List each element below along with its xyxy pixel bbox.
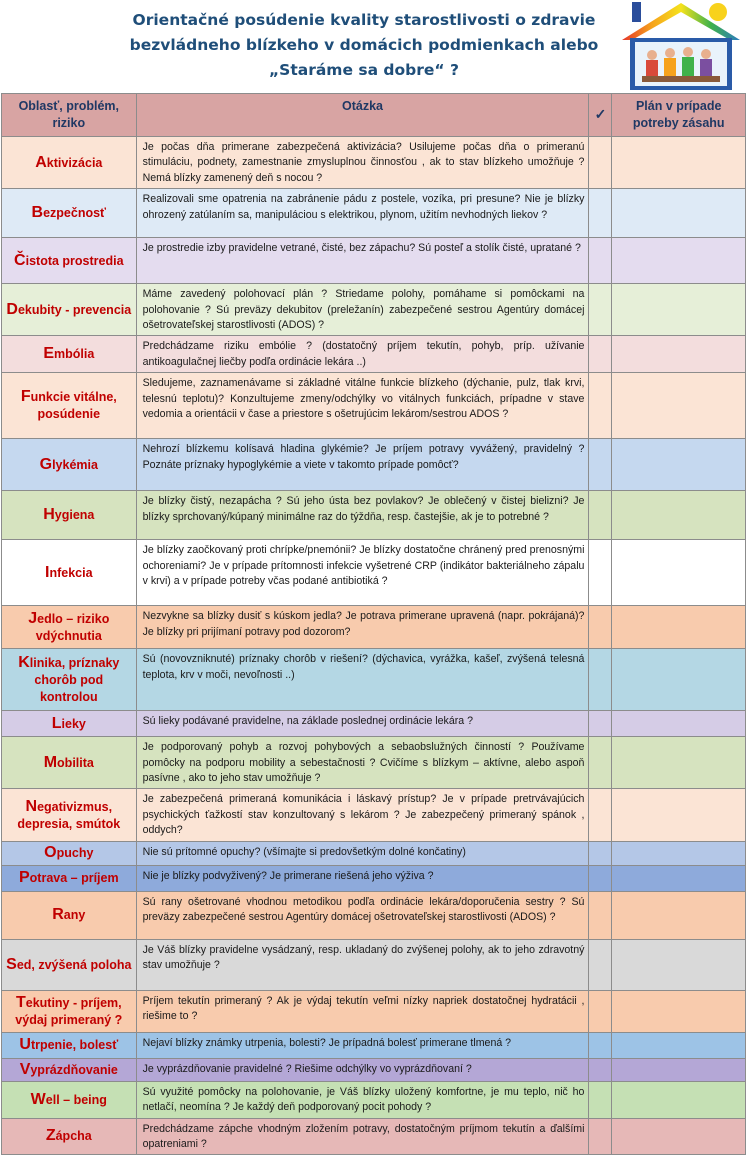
row-plan-cell[interactable]: [612, 606, 746, 649]
area-initial-letter: J: [28, 609, 38, 627]
row-question: Predchádzame zápche vhodným zložením potravy, dostatočným príjmom tekutín a ďalšími opatreniami ?: [136, 1118, 589, 1155]
column-header-check: [589, 94, 612, 137]
row-plan-cell[interactable]: [612, 189, 746, 238]
table-row: [2, 1058, 746, 1081]
row-plan-cell[interactable]: [612, 1081, 746, 1118]
row-question: Sú (novovzniknuté) príznaky chorôb v riešení? (dýchavica, vyrážka, kašeľ, zvýšená telesná teplota, krv v moči, nevoľnosti ..): [136, 649, 589, 711]
table-row: [2, 1118, 746, 1155]
row-question: Sledujeme, zaznamenávame si základné vitálne funkcie blízkeho (dýchanie, pulz, tlak krvi, telesnú teplotu)? Konzultujeme zmeny/odchýlky vo vitálnych funkciách, prípadne v stave vedomia a orientácii v čase a priestore s ošetrujúcim lekárom/sestrou ADOS ?: [136, 373, 589, 439]
table-row: [2, 284, 746, 336]
row-question: Nehrozí blízkemu kolísavá hladina glykémie? Je príjem potravy vyvážený, pravidelný ? Poznáte príznaky hypoglykémie a viete v takomto prípade pomôcť?: [136, 439, 589, 491]
row-plan-cell[interactable]: [612, 137, 746, 189]
row-question: Je prostredie izby pravidelne vetrané, čisté, bez zápachu? Sú posteľ a stolík čisté, upratané ?: [136, 238, 589, 284]
row-question: Je blízky zaočkovaný proti chrípke/pnemónii? Je blízky dostatočne chránený pred prenosnými ochoreniami? Je v prípade prítomnosti infekcie vyšetrené CRP (indikátor bakteriálneho zápalu v krvi) a v prípade potreby včas podané antibiotiká ?: [136, 540, 589, 606]
row-question: Predchádzame riziku embólie ? (dostatočný príjem tekutín, pohyb, príp. užívanie antikoagulačnej liečby podľa ordinácie lekára ..): [136, 336, 589, 373]
row-area-label: [2, 336, 137, 373]
row-area-label: [2, 1032, 137, 1058]
area-label-rest: ápcha: [55, 1129, 92, 1144]
table-row: [2, 373, 746, 439]
area-label-rest: ell – being: [45, 1092, 107, 1107]
area-initial-letter: Č: [14, 251, 26, 269]
row-plan-cell[interactable]: [612, 939, 746, 990]
row-check-cell[interactable]: [589, 439, 612, 491]
area-label-rest: puchy: [56, 846, 94, 861]
area-label-rest: ekutiny - príjem, výdaj primeraný ?: [15, 995, 123, 1027]
row-check-cell[interactable]: [589, 137, 612, 189]
row-area-label: [2, 990, 137, 1032]
row-area-label: [2, 865, 137, 891]
area-initial-letter: H: [43, 506, 55, 524]
row-check-cell[interactable]: [589, 284, 612, 336]
row-question: Nie sú prítomné opuchy? (všímajte si predovšetkým dolné končatiny): [136, 841, 589, 865]
area-label-rest: obilita: [57, 755, 94, 770]
row-plan-cell[interactable]: [612, 439, 746, 491]
area-initial-letter: D: [6, 300, 18, 318]
table-row: [2, 649, 746, 711]
row-area-label: [2, 711, 137, 737]
table-row: [2, 336, 746, 373]
area-initial-letter: M: [43, 753, 58, 771]
area-initial-letter: I: [45, 563, 50, 581]
area-label-rest: nfekcia: [49, 565, 93, 580]
row-plan-cell[interactable]: [612, 238, 746, 284]
table-header-row: [2, 94, 746, 137]
row-question: Nie je blízky podvyživený? Je primerane riešená jeho výživa ?: [136, 865, 589, 891]
row-question: Sú využité pomôcky na polohovanie, je Váš blízky uložený komfortne, je mu teplo, nič ho netlačí, neomína ? Je každý deň podporovaný pocit pohody ?: [136, 1081, 589, 1118]
area-initial-letter: R: [52, 906, 64, 924]
area-label-rest: egativizmus, depresia, smútok: [17, 799, 121, 831]
row-question: Príjem tekutín primeraný ? Ak je výdaj tekutín veľmi nízky napriek dostatočnej hydratácii , riešime to ?: [136, 990, 589, 1032]
table-row: [2, 841, 746, 865]
row-check-cell[interactable]: [589, 491, 612, 540]
row-check-cell[interactable]: [589, 711, 612, 737]
row-question: Nejaví blízky známky utrpenia, bolesti? Je prípadná bolesť primerane tlmená ?: [136, 1032, 589, 1058]
column-header-plan: Plán v prípade potreby zásahu: [612, 94, 746, 137]
row-area-label: [2, 137, 137, 189]
table-row: [2, 711, 746, 737]
area-initial-letter: T: [15, 993, 26, 1011]
row-question: Máme zavedený polohovací plán ? Striedame polohy, pomáhame si pomôckami na polohovanie ? Sú preväzy dekubitov (preležanín) zabezpečené sestrou Agentúry domácej ošetrovateľskej starostlivosti (ADOS) ?: [136, 284, 589, 336]
table-row: [2, 865, 746, 891]
row-plan-cell[interactable]: [612, 711, 746, 737]
row-area-label: [2, 439, 137, 491]
row-area-label: [2, 373, 137, 439]
row-question: Sú lieky podávané pravidelne, na základe poslednej ordinácie lekára ?: [136, 711, 589, 737]
table-row: [2, 606, 746, 649]
row-check-cell[interactable]: [589, 238, 612, 284]
row-question: Je zabezpečená primeraná komunikácia i láskavý prístup? Je v prípade pretrvávajúcich psychických ťažkostí stav konzultovaný s lekárom ? Je zabezpečený primeraný spánok , oddych?: [136, 789, 589, 841]
row-plan-cell[interactable]: [612, 789, 746, 841]
area-initial-letter: O: [44, 844, 57, 862]
table-row: [2, 238, 746, 284]
row-check-cell[interactable]: [589, 841, 612, 865]
area-label-rest: unkcie vitálne, posúdenie: [30, 390, 117, 422]
area-label-rest: istota prostredia: [25, 253, 124, 268]
row-plan-cell[interactable]: [612, 1058, 746, 1081]
area-label-rest: any: [63, 908, 86, 923]
row-plan-cell[interactable]: [612, 990, 746, 1032]
row-area-label: [2, 238, 137, 284]
table-row: [2, 737, 746, 789]
area-label-rest: lykémia: [52, 457, 98, 472]
row-plan-cell[interactable]: [612, 540, 746, 606]
row-question: Realizovali sme opatrenia na zabránenie pádu z postele, vozíka, pri presune? Nie je blízky ohrozený zatúlaním sa, manipuláciou s elektrikou, plynom, užitím nevhodných liekov ?: [136, 189, 589, 238]
area-initial-letter: A: [35, 153, 47, 171]
area-initial-letter: B: [31, 204, 44, 222]
area-label-rest: ktivizácia: [46, 155, 103, 170]
row-check-cell[interactable]: [589, 373, 612, 439]
row-plan-cell[interactable]: [612, 491, 746, 540]
row-check-cell[interactable]: [589, 990, 612, 1032]
row-plan-cell[interactable]: [612, 865, 746, 891]
checkmark-icon: ✓: [594, 106, 607, 122]
area-label-rest: mbólia: [53, 347, 95, 362]
row-plan-cell[interactable]: [612, 336, 746, 373]
row-area-label: [2, 1081, 137, 1118]
row-plan-cell[interactable]: [612, 891, 746, 939]
family-house-logo: [618, 0, 744, 92]
row-check-cell[interactable]: [589, 1032, 612, 1058]
row-area-label: [2, 789, 137, 841]
area-initial-letter: G: [39, 455, 53, 473]
table-row: [2, 939, 746, 990]
area-label-rest: ezpečnosť: [43, 206, 107, 221]
column-header-question: Otázka: [136, 94, 589, 137]
row-check-cell[interactable]: [589, 939, 612, 990]
area-initial-letter: S: [6, 955, 17, 973]
area-label-rest: trpenie, bolesť: [30, 1038, 119, 1053]
area-initial-letter: L: [51, 714, 62, 732]
row-check-cell[interactable]: [589, 1118, 612, 1155]
area-initial-letter: U: [19, 1036, 31, 1054]
row-check-cell[interactable]: [589, 1058, 612, 1081]
area-label-rest: otrava – príjem: [29, 871, 119, 886]
row-plan-cell[interactable]: [612, 373, 746, 439]
title-line-3: „Staráme sa dobre“ ?: [268, 61, 460, 79]
row-check-cell[interactable]: [589, 891, 612, 939]
area-label-rest: ieky: [61, 716, 86, 731]
row-plan-cell[interactable]: [612, 1118, 746, 1155]
area-label-rest: ed, zvýšená poloha: [16, 957, 132, 972]
area-label-rest: yprázdňovanie: [30, 1062, 118, 1077]
row-area-label: [2, 1058, 137, 1081]
row-check-cell[interactable]: [589, 865, 612, 891]
row-plan-cell[interactable]: [612, 841, 746, 865]
row-question: Sú rany ošetrované vhodnou metodikou podľa ordinácie lekára/doporučenia sestry ? Sú preväzy zabezpečené sestrou Agentúry domácej ošetrovateľskej starostlivosti (ADOS) ?: [136, 891, 589, 939]
row-plan-cell[interactable]: [612, 649, 746, 711]
title-line-1: Orientačné posúdenie kvality starostlivosti o zdravie: [132, 11, 596, 29]
table-row: [2, 789, 746, 841]
row-area-label: [2, 841, 137, 865]
table-row: [2, 137, 746, 189]
row-area-label: [2, 891, 137, 939]
table-row: [2, 540, 746, 606]
area-initial-letter: Z: [45, 1127, 56, 1145]
header: [0, 0, 750, 93]
table-body: [2, 137, 746, 1155]
table-row: [2, 1081, 746, 1118]
row-area-label: [2, 1118, 137, 1155]
area-initial-letter: E: [43, 345, 54, 363]
area-initial-letter: F: [20, 388, 31, 406]
row-area-label: [2, 939, 137, 990]
row-check-cell[interactable]: [589, 606, 612, 649]
column-header-area: Oblasť, problém, riziko: [2, 94, 137, 137]
table-row: [2, 491, 746, 540]
row-area-label: [2, 284, 137, 336]
area-initial-letter: P: [18, 869, 30, 887]
row-area-label: [2, 491, 137, 540]
care-quality-table: [1, 93, 746, 1155]
row-area-label: [2, 540, 137, 606]
row-check-cell[interactable]: [589, 1081, 612, 1118]
table-row: [2, 189, 746, 238]
row-area-label: [2, 189, 137, 238]
row-plan-cell[interactable]: [612, 284, 746, 336]
row-question: Je podporovaný pohyb a rozvoj pohybových a sebaobslužných činností ? Používame pomôcky na podporu mobility a sebestačnosti ? Cvičíme s blízkym – aktívne, alebo aspoň pasívne , ako to jeho stav umožňuje ?: [136, 737, 589, 789]
row-area-label: [2, 649, 137, 711]
row-check-cell[interactable]: [589, 189, 612, 238]
area-initial-letter: N: [25, 797, 38, 815]
area-initial-letter: W: [30, 1090, 46, 1108]
area-label-rest: ekubity - prevencia: [17, 302, 132, 317]
row-question: Je vyprázdňovanie pravidelné ? Riešime odchýlky vo vyprázdňovaní ?: [136, 1058, 589, 1081]
row-area-label: [2, 606, 137, 649]
title-line-2: bezvládneho blízkeho v domácich podmienkach alebo: [129, 36, 599, 54]
row-question: Je blízky čistý, nezapácha ? Sú jeho ústa bez povlakov? Je oblečený v čistej bielizni? Je blízky sprchovaný/kúpaný minimálne raz do týždňa, resp. častejšie, ak je to potrebné ?: [136, 491, 589, 540]
row-check-cell[interactable]: [589, 737, 612, 789]
row-plan-cell[interactable]: [612, 1032, 746, 1058]
area-label-rest: ygiena: [54, 508, 95, 523]
row-question: Je Váš blízky pravidelne vysádzaný, resp. ukladaný do zvýšenej polohy, ak to jeho zdravotný stav umožňuje ?: [136, 939, 589, 990]
row-plan-cell[interactable]: [612, 737, 746, 789]
row-area-label: [2, 737, 137, 789]
row-check-cell[interactable]: [589, 336, 612, 373]
row-question: Nezvykne sa blízky dusiť s kúskom jedla? Je potrava primerane upravená (napr. pokrájaná)? Je blízky pri prijímaní potravy pod dozorom?: [136, 606, 589, 649]
table-row: [2, 990, 746, 1032]
area-initial-letter: V: [19, 1060, 31, 1078]
area-label-rest: edlo – riziko vdýchnutia: [35, 611, 110, 643]
row-check-cell[interactable]: [589, 789, 612, 841]
table-row: [2, 439, 746, 491]
area-label-rest: linika, príznaky chorôb pod kontrolou: [29, 655, 120, 704]
table-row: [2, 891, 746, 939]
table-row: [2, 1032, 746, 1058]
area-initial-letter: K: [18, 653, 30, 671]
row-check-cell[interactable]: [589, 540, 612, 606]
row-check-cell[interactable]: [589, 649, 612, 711]
row-question: Je počas dňa primerane zabezpečená aktivizácia? Usilujeme počas dňa o primeranú stimuláciu, podnety, zamestnanie zmysluplnou činnosťou , ak to stav blízkeho umožňuje ? Nemá blízky zamenený deň s nocou ?: [136, 137, 589, 189]
